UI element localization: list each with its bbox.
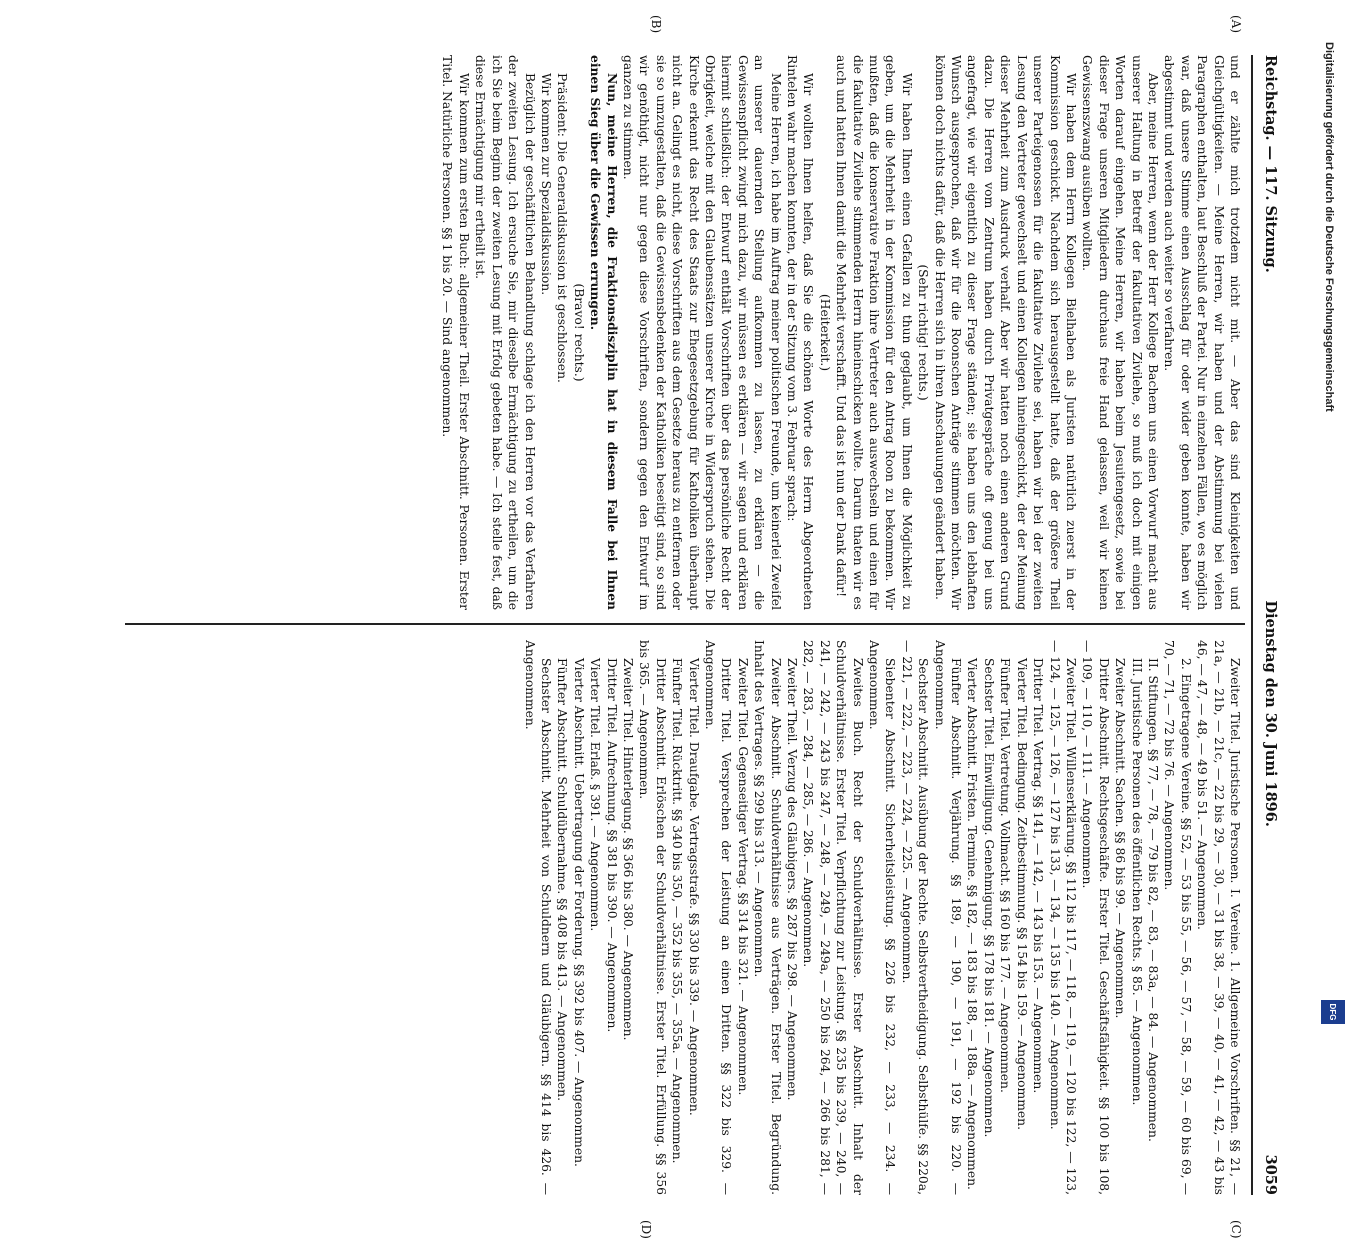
running-header [1259,55,1283,1195]
quotation: Meine Herren, ich habe im Auftrag meiner politischen Freunde, um keinerlei Zweifel an unserer dauernden Stellung aufkommen zu lassen, zu erklären — die Gewissenspflicht zwingt mich dazu, wir müssen es erklären — wir sagen und erklären hiermit schließlich: der Entwurf enthält Vorschriften über das persönliche Recht der Obrigkeit, welche mit den Glaubenssätzen unserer Kirche in Widerspruch stehen. Die Kirche erkennt das Recht des Staats zur Ehegesetzgebung für Katholiken überhaupt nicht an. Gelingt es nicht, diese Vorschriften aus dem Gesetze heraus zu entfernen oder sie so umzugestalten, daß die Gewissensbedenken der Katholiken beseitigt sind, so sind wir genöthigt, nicht nur gegen diese Vorschriften, sondern gegen den Entwurf im ganzen zu stimmen. [620,55,783,610]
credit-strip [0,1000,1353,1022]
margin-letter-d: (D) [639,1220,653,1239]
paragraph: Sechster Titel. Einwilligung. Genehmigung. §§ 178 bis 181. — Angenommen. [981,658,996,1138]
paragraph: Wir haben dem Herrn Kollegen Bielhaben als Juristen natürlich zuerst in der Kommission geschickt. Nachdem sich herausgestellt hatte, daß der größere Theil unserer Parteigenossen für die fakultative Zivilehe sei, haben wir bei der zweiten Lesung den Vertreter gewechselt und einen Kollegen hineingeschickt, der der Meinung dieser Mehrheit zum Ausdruck verhalf. Aber wir hatten noch einen anderen Grund dazu. Die Herren vom Zentrum haben durch Privatgespräche oft genug bei uns angefragt, wie wir eigentlich zu dieser Frage ständen; sie haben uns den lebhaften Wunsch ausgesprochen, daß wir für die Roonschen Anträge stimmen möchten. Wir können doch nichts dafür, daß die Herren sich in ihren Anschauungen geändert haben. [932,55,1078,610]
paragraph: Dritter Abschnitt. Rechtsgeschäfte. Erster Titel. Geschäftsfähigkeit. §§ 100 bis 108, — 109, — 110, — 111. — Angenommen. [1080,640,1111,1195]
paragraph: und er zählte mich trotzdem nicht mit. — Aber das sind Kleinigkeiten und Gleichgültigkeiten. — Meine Herren, wir haben und der Abstimmung bei vielen Paragraphen enthalten, laut Beschluß der Partei. Nur in einzelnen Fällen, wo es möglich war, daß unsere Stimme einen Ausschlag für oder wider geben konnte, haben wir abgestimmt und werden auch weiter so verfahren. [1162,55,1242,610]
paragraph: III. Juristische Personen des öffentlichen Rechts. § 85. — Angenommen. [1129,658,1144,1106]
left-column [93,55,1243,610]
column-rule [125,623,1245,625]
paragraph: Bezüglich der geschäftlichen Behandlung schlage ich den Herren vor das Verfahren der zweiten Lesung. Ich ersuche Sie, mir dieselbe Ermächtigung zu ertheilen, um die ich Sie beim Beginn der zweiten Lesung mit Erfolg gebeten habe. — Ich stelle fest, daß diese Ermächtigung mir ertheilt ist. [473,55,537,610]
paragraph: Zweiter Theil. Verzug des Gläubigers. §§ 287 bis 298. — Angenommen. [785,658,800,1101]
paragraph: Dritter Titel. Aufrechnung. §§ 381 bis 390. — Angenommen. [604,658,619,1033]
paragraph: Sechster Abschnitt. Ausübung der Rechte. Selbstvertheidigung. Selbsthülfe. §§ 220a, — 221, — 222, — 223, — 224, — 225. — Angenommen. [899,640,931,1195]
paragraph: Wir kommen zum ersten Buch: allgemeiner Theil. Erster Abschnitt. Personen. Erster Titel. Natürliche Personen. §§ 1 bis 20. — Sind angenommen. [440,55,471,610]
paragraph: Zweiter Abschnitt. Schuldverhältnisse aus Verträgen. Erster Titel. Begründung. Inhalt des Vertrages. §§ 299 bis 313. — Angenommen. [752,640,783,1195]
interjection: (Sehr richtig! rechts.) [916,264,931,401]
paragraph: Vierter Abschnitt. Fristen. Termine. §§ 182, — 183 bis 188, — 188a. — Angenommen. [965,658,980,1190]
paragraph: Nun, meine Herren, die Fraktionsdisziplin hat in diesem Falle bei Ihnen einen Sieg über die Gewissen errungen. [588,55,620,610]
paragraph: Fünfter Abschnitt. Verjährung. §§ 189, — 190, — 191, — 192 bis 220. — Angenommen. [932,640,964,1195]
header-date: Dienstag den 30. Juni 1896. [1262,600,1280,827]
paragraph: II. Stiftungen. §§ 77, — 78, — 79 bis 82, — 83, — 83a, — 84. — Angenommen. [1145,658,1160,1142]
paragraph: Vierter Titel. Draufgabe. Vertragsstrafe. §§ 330 bis 339. — Angenommen. [686,658,701,1116]
paragraph: Vierter Abschnitt. Uebertragung der Forderung. §§ 392 bis 407. — Angenommen. [571,658,586,1167]
paragraph: Zweiter Abschnitt. Sachen. §§ 86 bis 99. — Angenommen. [1113,658,1128,1019]
document-page [93,15,1283,1239]
paragraph: Zweiter Titel. Hinterlegung. §§ 366 bis 380. — Angenommen. [620,658,635,1041]
paragraph: Siebenter Abschnitt. Sicherheitsleistung. §§ 226 bis 232, — 233, — 234. — Angenommen. [867,640,898,1195]
margin-letter-a: (A) [1229,15,1243,34]
paragraph: Wir haben Ihnen einen Gefallen zu thun geglaubt, um Ihnen die Möglichkeit zu geben, um die Mehrheit in der Kommission für den Antrag Roon zu bekommen. Wir mußten, daß die konservative Fraktion ihre Vertreter auch auswechseln und einen für die fakultative Zivilehe stimmenden Herrn hineinschicken wollte. Darum thaten wir es auch und hatten Ihnen damit die Mehrheit verschafft. Und das ist nun der Dank dafür! [834,55,914,610]
dfg-logo: DFG [1321,1000,1345,1024]
paragraph: Vierter Titel. Erlaß. § 391. — Angenommen. [588,658,603,932]
margin-letter-b: (B) [649,15,663,34]
header-left: Reichstag. — 117. Sitzung. [1262,55,1280,273]
paragraph: Zweiter Titel. Juristische Personen. I. Vereine. 1. Allgemeine Vorschriften. §§ 21, — 21a, — 21b, — 21c, — 22 bis 29, — 30, — 31 bis 38, — 39, — 40, — 41, — 42, — 43 bis 46, — 47, — 48, — 49 bis 51. — Angenommen. [1195,640,1242,1195]
paragraph: Wir kommen zur Spezialdiskussion. [538,73,553,296]
interjection: (Heiterkeit.) [817,293,832,372]
paragraph: Dritter Titel. Versprechen der Leistung an einen Dritten. §§ 322 bis 329. — Angenommen. [703,640,734,1195]
margin-letter-c: (C) [1229,1220,1243,1239]
digitization-credit: Digitalisierung gefördert durch die Deutsche Forschungsgemeinschaft [1323,42,1335,412]
paragraph: Fünfter Titel. Rücktritt. §§ 340 bis 350, — 352 bis 355, — 355a. — Angenommen. [670,658,685,1164]
paragraph: Zweiter Titel. Gegenseitiger Vertrag. §§ 314 bis 321. — Angenommen. [735,658,750,1096]
paragraph: Vierter Titel. Bedingung. Zeitbestimmung. §§ 154 bis 159. — Angenommen. [1014,658,1029,1130]
paragraph: Dritter Titel. Vertrag. §§ 141, — 142, — 143 bis 153. — Angenommen. [1031,658,1046,1094]
paragraph: Fünfter Abschnitt. Schuldübernahme. §§ 408 bis 413. — Angenommen. [555,658,570,1101]
header-rule [1251,55,1253,1195]
paragraph: Fünfter Titel. Vertretung. Vollmacht. §§ 160 bis 177. — Angenommen. [998,658,1013,1093]
paragraph: Sechster Abschnitt. Mehrheit von Schuldnern und Gläubigern. §§ 414 bis 426. — Angenommen. [522,640,553,1195]
interjection: (Bravo! rechts.) [571,283,586,382]
paragraph: 2. Eingetragene Vereine. §§ 52, — 53 bis 55, — 56, — 57, — 58, — 59, — 60 bis 69, — 70, — 71, — 72 bis 76. — Angenommen. [1162,640,1193,1195]
paragraph: Aber, meine Herren, wenn der Herr Kollege Bachem uns einen Vorwurf macht aus unserer Haltung in Betreff der fakultativen Zivilehe, so muß ich doch mit einigen Worten darauf eingehen. Meine Herren, wir haben beim Jesuitengesetz, sowie bei dieser Frage unseren Mitgliedern durchaus freie Hand gelassen, weil wir keinen Gewissenszwang ausüben wollten. [1080,55,1160,610]
right-column [93,640,1243,1195]
paragraph: Dritter Abschnitt. Erlöschen der Schuldverhältnisse. Erster Titel. Erfüllung. §§ 356 bis 365. — Angenommen. [637,640,668,1195]
page-number: 3059 [1262,1154,1280,1195]
paragraph: Wir wollten Ihnen helfen, daß Sie die schönen Worte des Herrn Abgeordneten Rintelen wahr machen konnten, der in der Sitzung vom 3. Februar sprach: [785,55,816,610]
paragraph: Zweites Buch. Recht der Schuldverhältnisse. Erster Abschnitt. Inhalt der Schuldverhältnisse. Erster Titel. Verpflichtung zur Leistung. §§ 235 bis 239, — 240, — 241, — 242, — 243 bis 247, — 248, — 249, — 249a, — 250 bis 264, — 266 bis 281, — 282, — 283, — 284, — 285, — 286. — Angenommen. [801,640,865,1195]
paragraph: Zweiter Titel. Willenserklärung. §§ 112 bis 117, — 118, — 119, — 120 bis 122, — 123, — 124, — 125, — 126, — 127 bis 133, — 134, — 135 bis 140. — Angenommen. [1047,640,1078,1195]
paragraph: Präsident: Die Generaldiskussion ist geschlossen. [555,73,570,383]
